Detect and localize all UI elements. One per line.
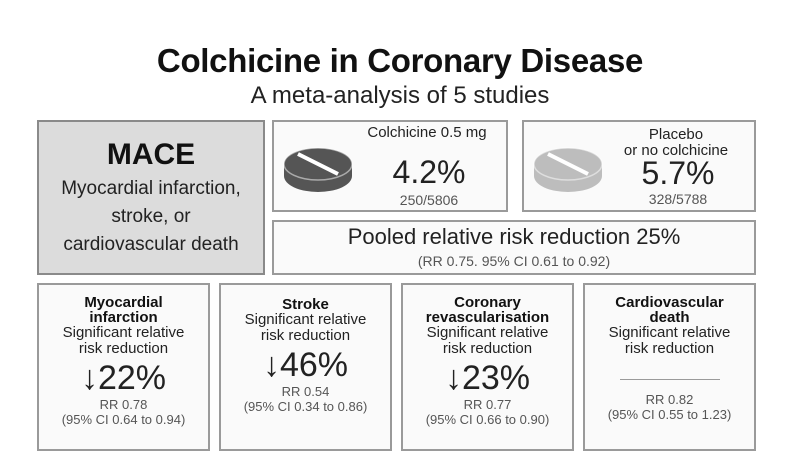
outcome-significance [39,325,208,357]
significance-line: risk reduction [78,340,169,357]
mace-heading: MACE [106,138,196,171]
outcome-name-line: death [649,309,690,326]
outcome-ci: (95% CI 0.64 to 0.94) [61,412,186,427]
outcome-ci: (95% CI 0.34 to 0.86) [243,399,368,414]
placebo-label-line: Placebo [648,126,704,143]
colchicine-rate: 4.2% [392,154,466,190]
mace-line: cardiovascular death [63,234,239,255]
colchicine-pill-icon [280,138,356,198]
outcome-box-cardiovascular-death [583,283,756,451]
outcome-name-line: Coronary [454,294,521,311]
outcome-reduction: ↓23% [444,359,531,397]
outcome-ci: (95% CI 0.55 to 1.23) [607,407,732,422]
outcome-rr: RR 0.54 [281,384,330,399]
significance-line: Significant relative [426,324,549,341]
mace-box [37,120,265,275]
placebo-events: 328/5788 [648,191,708,207]
outcome-name-line: Cardiovascular [615,294,724,311]
placebo-rate: 5.7% [641,155,715,191]
outcome-name-line: Stroke [282,296,329,313]
outcome-reduction: ↓22% [80,359,167,397]
page-subtitle: A meta-analysis of 5 studies [250,82,550,109]
mace-line: Myocardial infarction, [61,178,241,199]
placebo-box [522,120,756,212]
outcome-rr: RR 0.77 [463,397,512,412]
outcome-significance [403,325,572,357]
placebo-label-line: or no colchicine [623,142,729,159]
pooled-headline: Pooled relative risk reduction 25% [347,224,681,249]
significance-line: Significant relative [244,311,367,328]
colchicine-label: Colchicine 0.5 mg [367,124,487,141]
outcome-box-myocardial-infarction [37,283,210,451]
outcome-name-line: infarction [89,309,158,326]
outcome-box-stroke [219,283,392,451]
colchicine-events: 250/5806 [399,192,459,208]
placebo-pill-icon [530,138,606,198]
outcome-rr: RR 0.78 [99,397,148,412]
outcome-box-coronary-revascularisation [401,283,574,451]
colchicine-box [272,120,508,212]
mace-line: stroke, or [111,206,191,227]
significance-line: risk reduction [624,340,715,357]
outcome-significance [221,312,390,344]
pooled-detail: (RR 0.75. 95% CI 0.61 to 0.92) [417,253,611,269]
outcome-name-line: revascularisation [425,309,550,326]
significance-line: risk reduction [442,340,533,357]
no-reduction-divider [620,379,720,380]
outcome-name [585,295,754,325]
outcome-name [221,297,390,312]
outcome-rr: RR 0.82 [645,392,694,407]
outcome-significance [585,325,754,357]
outcome-name [39,295,208,325]
outcome-name-line: Myocardial [84,294,163,311]
page-title: Colchicine in Coronary Disease [156,42,644,79]
outcome-ci: (95% CI 0.66 to 0.90) [425,412,550,427]
significance-line: Significant relative [62,324,185,341]
outcome-reduction: ↓46% [262,346,349,384]
pooled-box [272,220,756,275]
significance-line: risk reduction [260,327,351,344]
significance-line: Significant relative [608,324,731,341]
mace-description [39,175,263,259]
outcome-name [403,295,572,325]
